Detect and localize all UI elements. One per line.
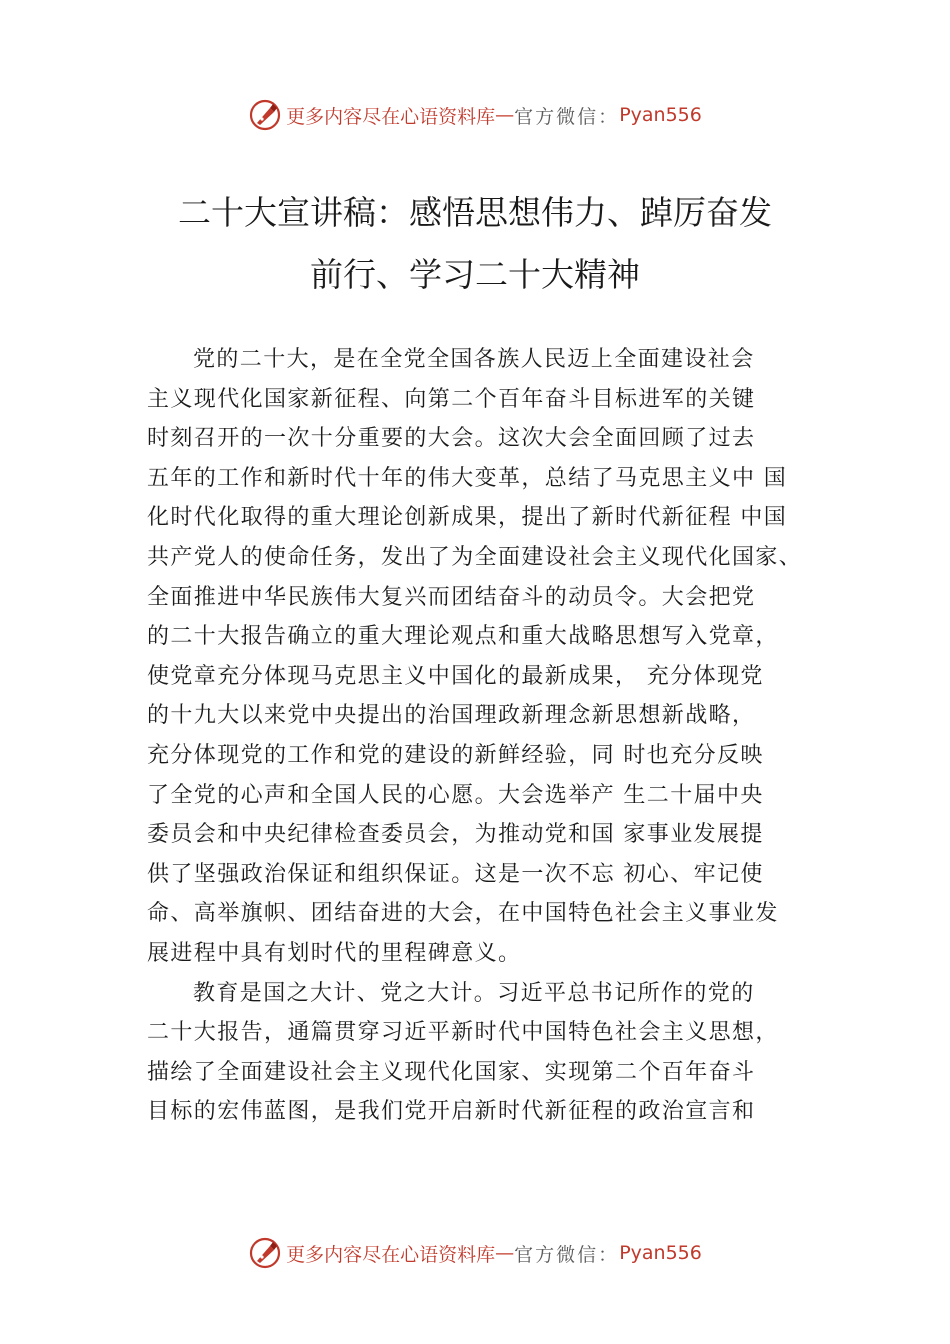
paragraph-line: 的二十大报告确立的重大理论观点和重大战略思想写入党章， [147, 624, 779, 650]
banner-wechat-label: 官方微信： [514, 105, 620, 128]
paragraph-line: 充分体现党的工作和党的建设的新鲜经验，同 时也充分反映 [147, 742, 764, 768]
title-line-1: 二十大宣讲稿：感悟思想伟力、踔厉奋发 [178, 193, 772, 232]
paragraph-line: 目标的宏伟蓝图，是我们党开启新时代新征程的政治宣言和 [147, 1099, 756, 1125]
paragraph-line: 共产党人的使命任务，发出了为全面建设社会主义现代化国家、 [147, 544, 803, 570]
paragraph-line: 了全党的心声和全国人民的心愿。大会选举产 生二十届中央 [147, 782, 764, 808]
title-line-2: 前行、学习二十大精神 [310, 255, 640, 294]
paragraph-line: 五年的工作和新时代十年的伟大变革，总结了马克思主义中 国 [147, 465, 788, 491]
paragraph-line: 供了坚强政治保证和组织保证。这是一次不忘 初心、牢记使 [147, 861, 764, 887]
banner-dash: — [495, 104, 515, 126]
paragraph-line: 全面推进中华民族伟大复兴而团结奋斗的动员令。大会把党 [147, 584, 756, 610]
banner-dash: — [495, 1242, 515, 1264]
paragraph-line: 命、高举旗帜、团结奋进的大会，在中国特色社会主义事业发 [147, 901, 779, 927]
paragraph-line: 主义现代化国家新征程、向第二个百年奋斗目标进军的关键 [147, 386, 756, 412]
paragraph-line: 时刻召开的一次十分重要的大会。这次大会全面回顾了过去 [147, 426, 756, 452]
paragraph-line: 使党章充分体现马克思主义中国化的最新成果， 充分体现党 [147, 663, 764, 689]
paragraph-line: 的十九大以来党中央提出的治国理政新理念新思想新战略， [147, 703, 756, 729]
paragraph-line: 教育是国之大计、党之大计。习近平总书记所作的党的 [193, 980, 755, 1006]
paragraph-line: 二十大报告，通篇贯穿习近平新时代中国特色社会主义思想， [147, 1020, 779, 1046]
banner-site-name: 更多内容尽在心语资料库 [286, 1243, 496, 1266]
banner-site-name: 更多内容尽在心语资料库 [286, 105, 496, 128]
document-title [120, 182, 830, 306]
header-banner [0, 95, 950, 135]
paragraph-line: 展进程中具有划时代的里程碑意义。 [147, 940, 522, 966]
footer-banner [0, 1233, 950, 1273]
paragraph-line: 党的二十大，是在全党全国各族人民迈上全面建设社会 [193, 347, 755, 372]
banner-wechat-label: 官方微信： [514, 1243, 620, 1266]
pen-nib-logo-icon [248, 98, 282, 132]
paragraph-line: 委员会和中央纪律检查委员会，为推动党和国 家事业发展提 [147, 822, 764, 848]
banner-wechat-id: Pyan556 [619, 104, 702, 126]
paragraph-line: 描绘了全面建设社会主义现代化国家、实现第二个百年奋斗 [147, 1059, 756, 1085]
document-body [147, 340, 847, 1132]
paragraph-line: 化时代化取得的重大理论创新成果，提出了新时代新征程 中国 [147, 505, 788, 531]
banner-wechat-id: Pyan556 [619, 1242, 702, 1264]
pen-nib-logo-icon [248, 1236, 282, 1270]
